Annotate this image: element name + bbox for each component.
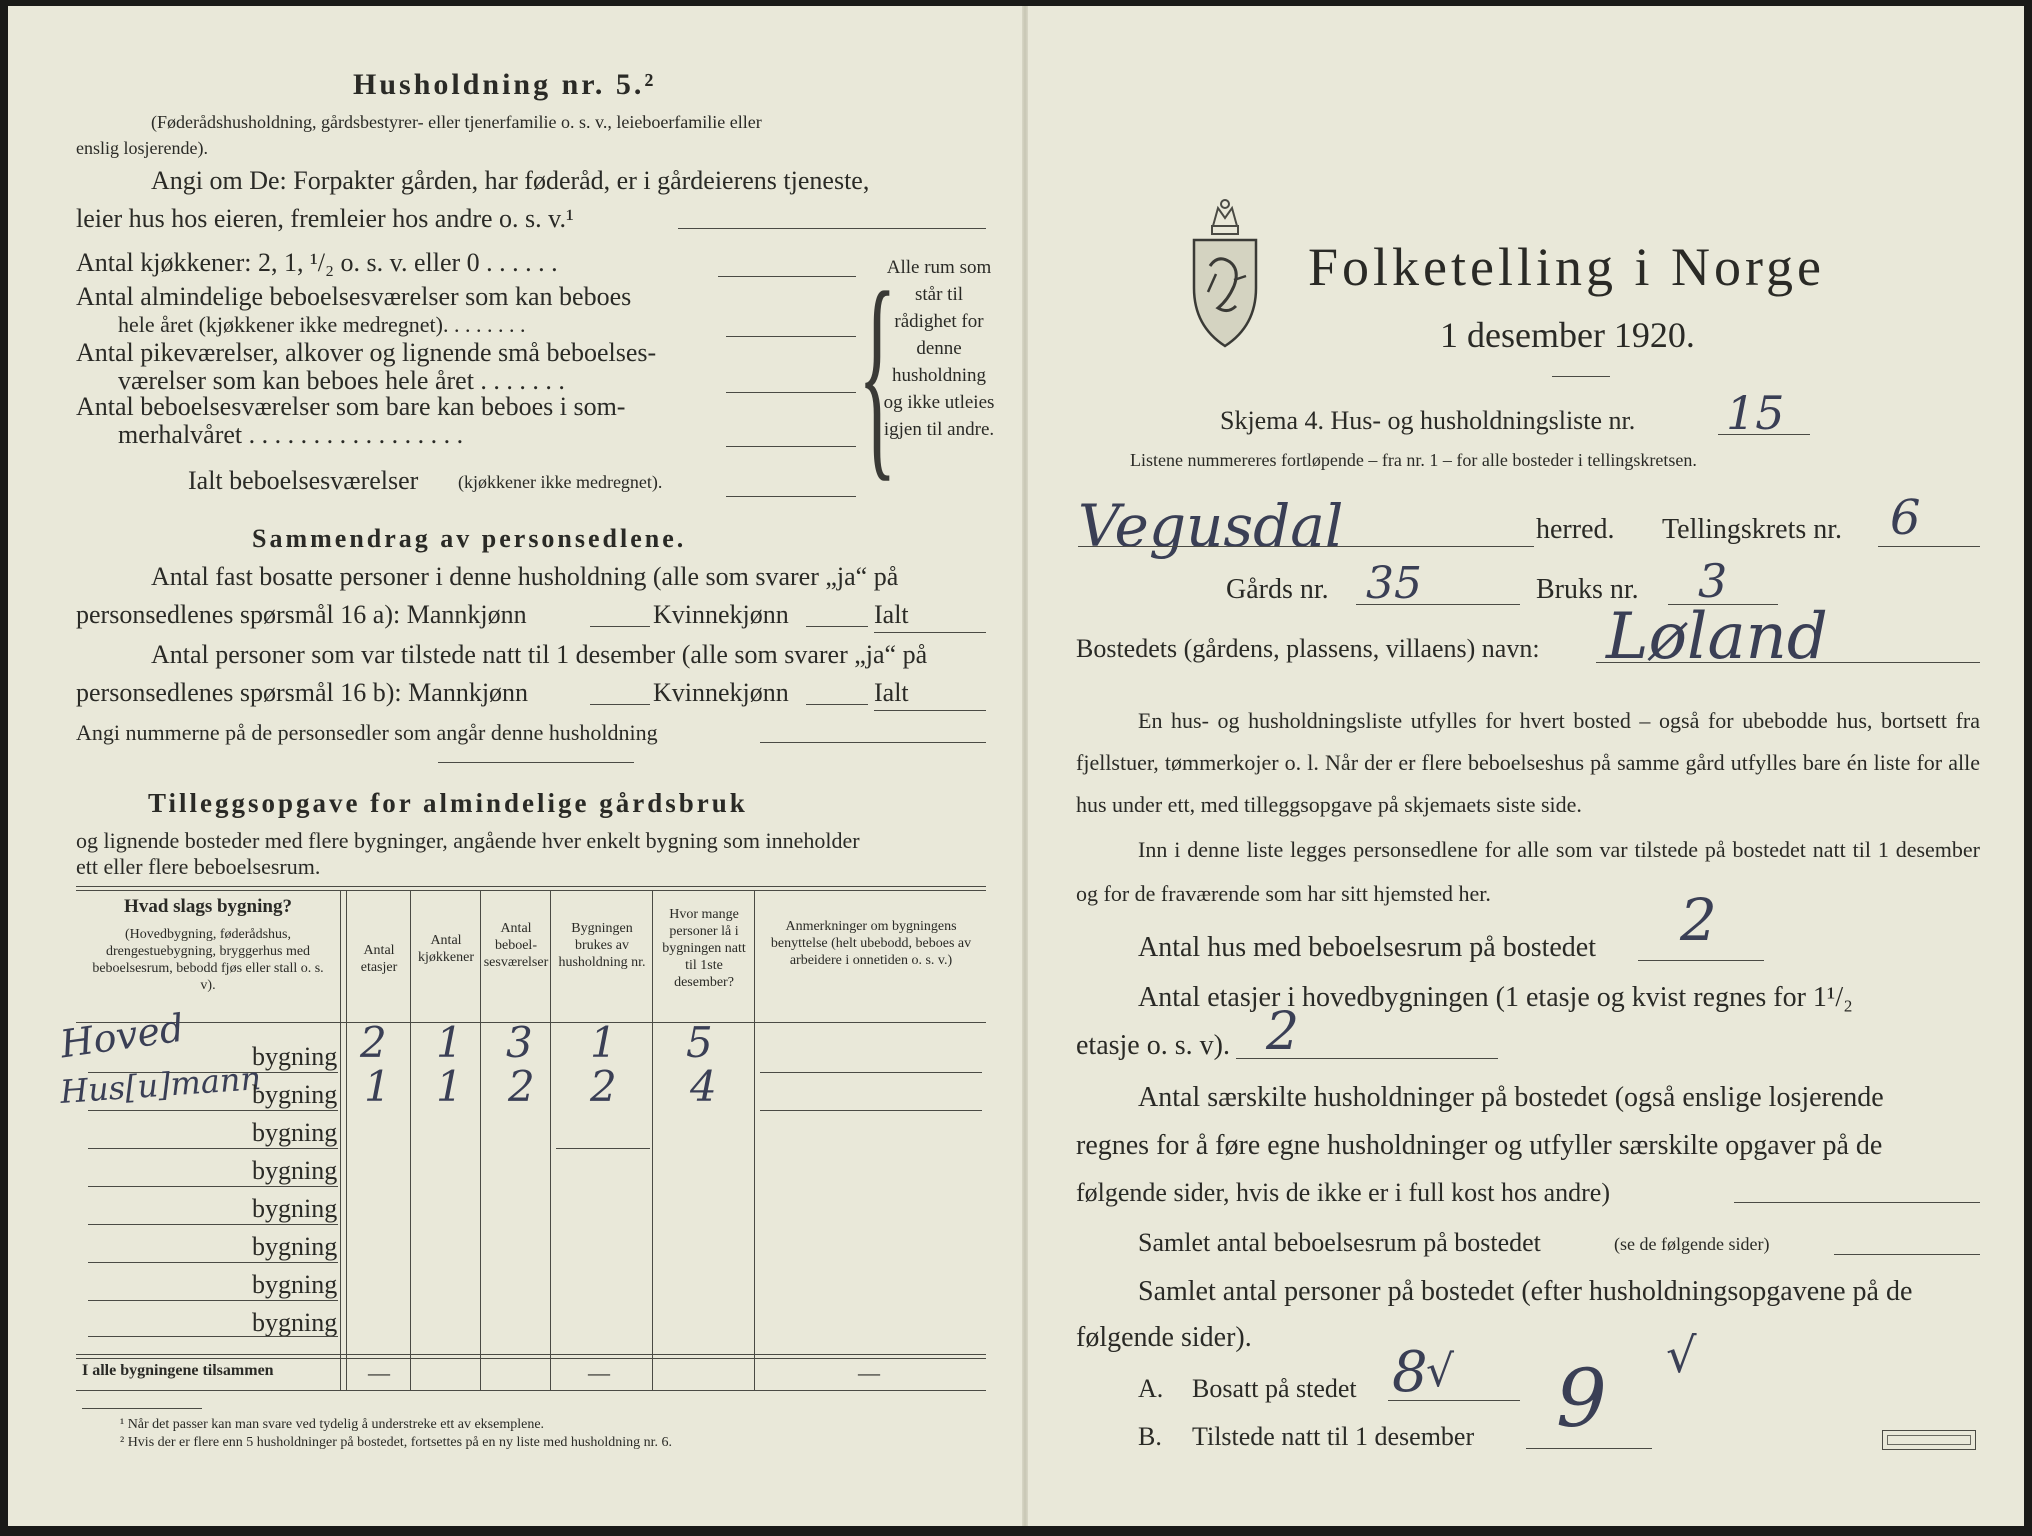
rooms-value: 3 xyxy=(506,1018,533,1067)
row-label: bygning xyxy=(252,1308,338,1337)
supplement-desc-1: og lignende bosteder med flere bygninger, angående hver enkelt bygning som inneholder xyxy=(76,828,860,853)
table-top-border xyxy=(76,886,986,887)
persons-value: 4 xyxy=(690,1062,717,1111)
col-header-floors: Antal etasjer xyxy=(360,943,398,975)
place-name-value: Løland xyxy=(1606,600,1828,674)
printer-stamp xyxy=(1882,1430,1976,1450)
row-label: bygning xyxy=(252,1080,338,1109)
rooms-side-note: Alle rum som står til rådighet for denne husholdning og ikke utleies igjen til andre. xyxy=(883,257,995,440)
col-header-rooms: Antal beboelsesværelser xyxy=(483,921,549,970)
separate-households-line xyxy=(1734,1202,1980,1203)
present-label-b: B. xyxy=(1138,1422,1162,1451)
col-header-remarks: Anmerkninger om bygningens benyttelse (helt ubebodd, beboes av arbeidere i onnetiden o. s. v.) xyxy=(770,919,972,968)
row-label: bygning xyxy=(252,1118,338,1147)
small-rooms-row-1: Antal pikeværelser, alkover og lignende små beboelses- xyxy=(76,338,657,367)
summary-resident-2: personsedlenes spørsmål 16 a): Mannkjønn xyxy=(76,600,527,629)
col-header-building: Hvad slags bygning? xyxy=(124,896,292,917)
numbering-note: Listene nummereres fortløpende – fra nr. 1 – for alle bosteder i tellingskretsen. xyxy=(1130,450,1697,470)
separate-households-2: regnes for å føre egne husholdninger og utfyller særskilte opgaver på de xyxy=(1076,1130,1883,1161)
row-label: bygning xyxy=(252,1270,338,1299)
resident-total-line xyxy=(874,632,986,633)
row-label: bygning xyxy=(252,1194,338,1223)
district-value: 6 xyxy=(1890,490,1921,546)
form-date: 1 desember 1920. xyxy=(1440,315,1695,355)
summer-rooms-row-1: Antal beboelsesværelser som bare kan beboes i som- xyxy=(76,392,626,421)
herred-line xyxy=(1078,546,1534,547)
floors-main-line xyxy=(1236,1058,1498,1059)
farm-number-label: Gårds nr. xyxy=(1226,574,1329,605)
herred-value: Vegusdal xyxy=(1078,492,1344,560)
farm-number-line xyxy=(1356,604,1520,605)
resident-label: Bosatt på stedet xyxy=(1192,1374,1357,1403)
household-intro: (Føderådshusholdning, gårdsbestyrer- eller tjenerfamilie o. s. v., leieboerfamilie eller xyxy=(151,112,762,132)
tenure-question-2: leier hus hos eieren, fremleier hos andre o. s. v.¹ xyxy=(76,204,574,233)
instructions-paragraph: En hus- og husholdningsliste utfylles for hvert bosted – også for ubebodde hus, bortsett fra fjellstuer, tømmerkojer o. l. Når der er flere beboelseshus på samme gård utfylles bare én liste for alle hus under ett, med tilleggsopgave på skjemaets siste side. xyxy=(1076,708,1980,817)
place-name-line xyxy=(1596,662,1980,663)
present-total-line xyxy=(874,710,986,711)
brace: { xyxy=(858,245,897,500)
person-numbers-line xyxy=(760,742,986,743)
floors-main-value: 2 xyxy=(1266,1002,1300,1062)
col-header-building-note: (Hovedbygning, føderådshus, drengestuebygning, bryggerhus med beboelsesrum, bebodd fjøs eller stall o. s. v). xyxy=(92,927,324,993)
row-label: bygning xyxy=(252,1042,338,1071)
district-label: Tellingskrets nr. xyxy=(1662,514,1843,545)
present-female-label: Kvinnekjønn xyxy=(653,678,789,707)
resident-male-line xyxy=(590,626,650,627)
separate-households-3: følgende sider, hvis de ikke er i full kost hos andre) xyxy=(1076,1178,1610,1207)
place-name-label: Bostedets (gårdens, plassens, villaens) navn: xyxy=(1076,634,1540,663)
rooms-value: 2 xyxy=(508,1062,535,1111)
total-rooms-place-note: (se de følgende sider) xyxy=(1614,1234,1770,1254)
section-divider xyxy=(438,762,634,763)
present-check-icon: √ xyxy=(1666,1328,1697,1384)
tenure-question: Angi om De: Forpakter gården, har føderåd, er i gårdeierens tjeneste, xyxy=(151,166,870,195)
rooms-row-1: Antal almindelige beboelsesværelser som kan beboes xyxy=(76,282,632,311)
supplement-title: Tilleggsopgave for almindelige gårdsbruk xyxy=(148,788,748,818)
present-total-label: Ialt xyxy=(874,678,909,707)
form-title: Folketelling i Norge xyxy=(1308,237,1825,297)
rooms-row-2: hele året (kjøkkener ikke medregnet). . . . . . . . xyxy=(118,312,526,337)
houses-count-line xyxy=(1638,960,1764,961)
summer-rooms-line xyxy=(726,446,856,447)
household-intro-2: enslig losjerende). xyxy=(76,138,208,158)
small-rooms-line xyxy=(726,392,856,393)
resident-female-line xyxy=(806,626,868,627)
floors-value: 1 xyxy=(364,1062,391,1111)
herred-label: herred. xyxy=(1536,514,1615,545)
total-dash: — xyxy=(858,1360,880,1385)
census-form-sheet xyxy=(8,6,2024,1526)
kitchens-line xyxy=(718,276,856,277)
tenure-answer-line xyxy=(678,228,986,229)
summary-present-1: Antal personer som var tilstede natt til 1 desember (alle som svarer „ja“ på xyxy=(151,640,928,669)
list-number-label: Skjema 4. Hus- og husholdningsliste nr. xyxy=(1220,406,1636,435)
summary-present-2: personsedlenes spørsmål 16 b): Mannkjønn xyxy=(76,678,529,707)
rooms-line xyxy=(726,336,856,337)
kitchens-row: Antal kjøkkener: 2, 1, ¹/₂ o. s. v. eller 0 . . . . . . xyxy=(76,248,558,277)
present-female-line xyxy=(806,704,868,705)
footnote-1: ¹ Når det passer kan man svare ved tydelig å understreke ett av eksemplene. xyxy=(120,1417,545,1432)
list-number-value: 15 xyxy=(1726,386,1785,440)
district-line xyxy=(1878,546,1980,547)
col-header-persons: Hvor mange personer lå i bygningen natt til 1ste desember? xyxy=(662,907,746,990)
present-value: 9 xyxy=(1556,1352,1607,1445)
table-total-label: I alle bygningene tilsammen xyxy=(82,1362,274,1379)
persons-value: 5 xyxy=(686,1018,713,1067)
row-label: bygning xyxy=(252,1156,338,1185)
building-name-handwritten: Hoved xyxy=(57,1005,187,1067)
present-male-line xyxy=(590,704,650,705)
coat-of-arms-icon xyxy=(1188,196,1262,352)
household-value: 2 xyxy=(590,1062,617,1111)
row-label: bygning xyxy=(252,1232,338,1261)
farm-number-value: 35 xyxy=(1366,558,1422,609)
floors-value: 2 xyxy=(360,1018,387,1067)
date-divider xyxy=(1552,376,1610,377)
household-title: Husholdning nr. 5.² xyxy=(353,68,657,101)
summary-resident-1: Antal fast bosatte personer i denne husholdning (alle som svarer „ja“ på xyxy=(151,562,899,591)
total-persons-1: Samlet antal personer på bostedet (efter husholdningsopgavene på de xyxy=(1138,1276,1913,1307)
houses-count-label: Antal hus med beboelsesrum på bostedet xyxy=(1138,932,1597,963)
total-rooms-line xyxy=(726,496,856,497)
col-header-kitchens: Antal kjøkkener xyxy=(418,933,474,965)
present-line xyxy=(1526,1448,1652,1449)
list-number-line xyxy=(1718,434,1810,435)
resident-label-a: A. xyxy=(1138,1374,1164,1403)
building-name-handwritten: Hus[u]mann xyxy=(58,1059,263,1111)
floors-question: Antal etasjer i hovedbygningen (1 etasje og kvist regnes for 1¹/₂ xyxy=(1138,982,1853,1013)
kitchens-value: 1 xyxy=(436,1062,463,1111)
present-label: Tilstede natt til 1 desember xyxy=(1192,1422,1475,1451)
small-rooms-row-2: værelser som kan beboes hele året . . . . . . . xyxy=(118,366,565,395)
total-rooms-label: Ialt beboelsesværelser xyxy=(188,466,419,495)
houses-count-value: 2 xyxy=(1680,886,1717,954)
table-bottom-border xyxy=(76,1390,986,1391)
summer-rooms-row-2: merhalvåret . . . . . . . . . . . . . . . . . xyxy=(118,420,464,449)
total-rooms-place-line xyxy=(1834,1254,1980,1255)
kitchens-value: 1 xyxy=(436,1018,463,1067)
page-fold xyxy=(1022,6,1028,1526)
household-value: 1 xyxy=(590,1018,617,1067)
total-rooms-note: (kjøkkener ikke medregnet). xyxy=(458,472,663,492)
holding-number-label: Bruks nr. xyxy=(1536,574,1639,605)
resident-value: 8 xyxy=(1392,1340,1428,1405)
total-dash: — xyxy=(368,1360,390,1385)
supplement-desc-2: ett eller flere beboelsesrum. xyxy=(76,854,321,879)
footnote-2: ² Hvis der er flere enn 5 husholdninger på bostedet, fortsettes på en ny liste med husholdning nr. 6. xyxy=(120,1435,673,1450)
summary-title: Sammendrag av personsedlene. xyxy=(252,524,687,553)
resident-check-icon: √ xyxy=(1426,1346,1455,1397)
resident-line xyxy=(1388,1400,1520,1401)
separate-households-1: Antal særskilte husholdninger på bostedet (også enslige losjerende xyxy=(1138,1082,1884,1113)
total-persons-2: følgende sider). xyxy=(1076,1322,1252,1353)
col-header-household: Bygningen brukes av husholdning nr. xyxy=(558,921,646,970)
instructions-paragraph-2: Inn i denne liste legges personsedlene for alle som var tilstede på bostedet natt til 1 desember og for de fraværende som har sitt hjemsted her. xyxy=(1076,837,1980,906)
total-rooms-place-label: Samlet antal beboelsesrum på bostedet xyxy=(1138,1228,1541,1257)
resident-total-label: Ialt xyxy=(874,600,909,629)
floors-question-2: etasje o. s. v). xyxy=(1076,1030,1230,1061)
resident-female-label: Kvinnekjønn xyxy=(653,600,789,629)
holding-number-value: 3 xyxy=(1698,554,1728,608)
total-dash: — xyxy=(588,1360,610,1385)
person-numbers-label: Angi nummerne på de personsedler som angår denne husholdning xyxy=(76,720,658,745)
